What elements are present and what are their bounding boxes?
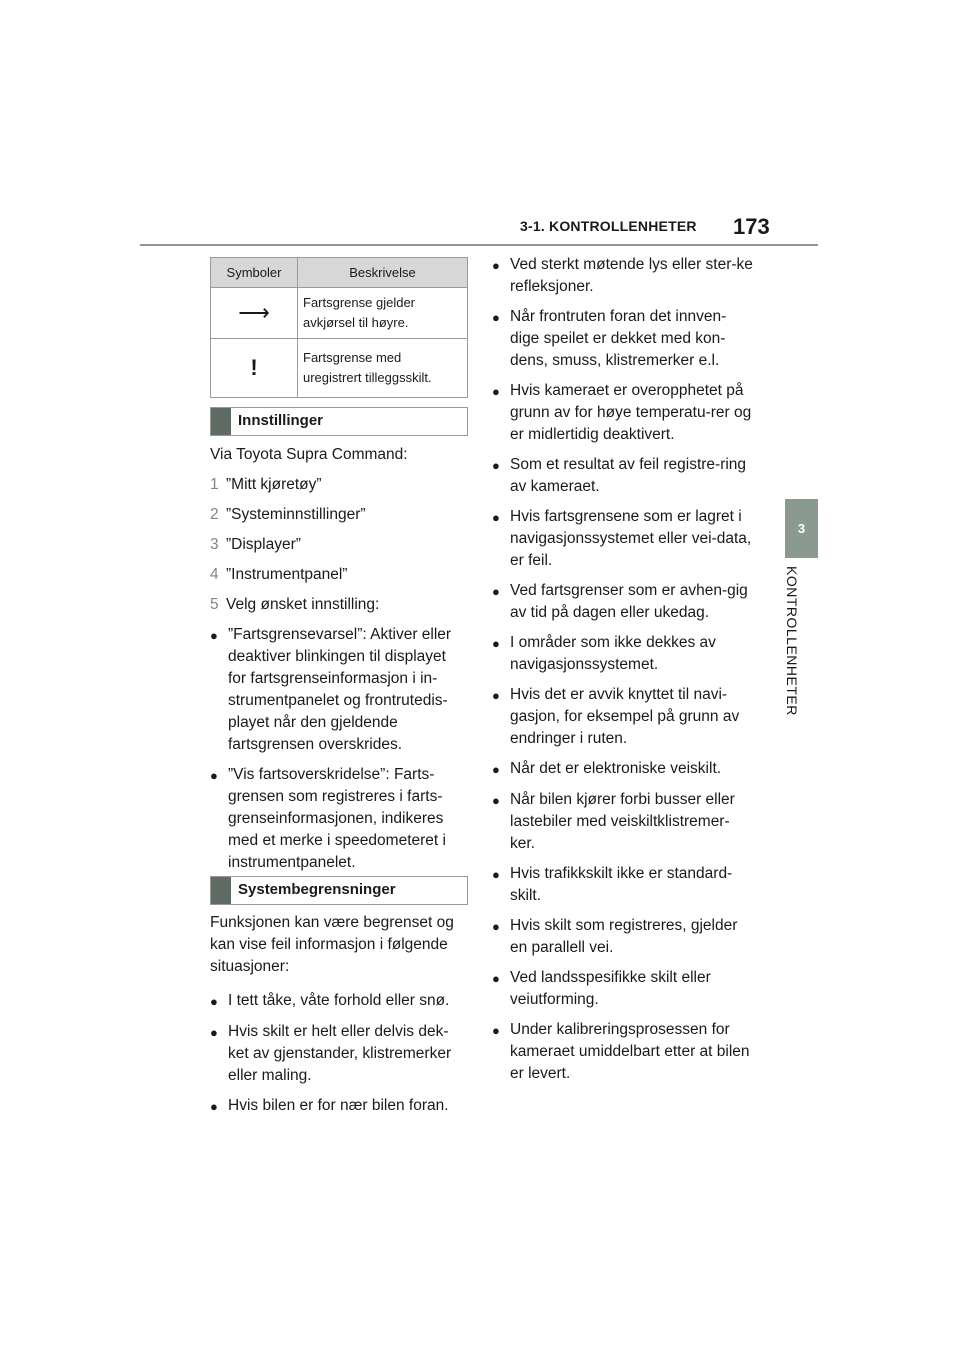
bullet-icon: ●: [492, 636, 500, 651]
limitations-heading-box: [210, 876, 468, 905]
list-item-text: Når frontruten foran det innven-dige speilet er dekket med kon-dens, smuss, klistremerker e.l.: [510, 308, 727, 369]
bullet-icon: ●: [492, 971, 500, 986]
heading-bar: [211, 877, 231, 904]
list-item-text: Når det er elektroniske veiskilt.: [510, 760, 722, 777]
list-item-text: Ved fartsgrenser som er avhen-gig av tid på dagen eller ukedag.: [510, 582, 748, 621]
list-item: [210, 1021, 466, 1087]
list-item-text: Ved landsspesifikke skilt eller veiutforming.: [510, 969, 711, 1008]
bullet-icon: ●: [492, 919, 500, 934]
list-item-text: Hvis skilt som registreres, gjelder en parallell vei.: [510, 917, 738, 956]
table-row: [211, 339, 468, 398]
list-item: [210, 990, 466, 1013]
step-number: 4: [210, 566, 219, 583]
list-item: [492, 1019, 754, 1085]
step-text: ”Mitt kjøretøy”: [226, 476, 322, 493]
list-item-text: Hvis skilt er helt eller delvis dek-ket av gjenstander, klistremerker eller maling.: [228, 1023, 452, 1084]
table-header-symbols: Symboler: [211, 258, 298, 288]
bullet-icon: ●: [492, 762, 500, 777]
list-item-text: Hvis det er avvik knyttet til navi-gasjon, for eksempel på grunn av endringer i ruten.: [510, 686, 740, 747]
bullet-icon: ●: [210, 1099, 218, 1114]
list-item: [492, 580, 754, 624]
list-item: [492, 789, 754, 855]
bullet-icon: ●: [210, 994, 218, 1009]
list-item-text: ”Vis fartsoverskridelse”: Farts-grensen som registreres i farts-grenseinformasjonen, indikeres med et merke i speedometeret i instrumentpanelet.: [228, 766, 446, 871]
step-number: 1: [210, 476, 219, 493]
step-number: 2: [210, 506, 219, 523]
list-item-text: I tett tåke, våte forhold eller snø.: [228, 992, 450, 1009]
step-number: 3: [210, 536, 219, 553]
page-number: 173: [733, 214, 770, 239]
list-item: [492, 454, 754, 498]
arrow-right-icon: ⟶: [211, 288, 298, 339]
list-item: [492, 254, 754, 298]
list-item: [210, 764, 466, 874]
step-item: [210, 534, 466, 556]
bullet-icon: ●: [492, 458, 500, 473]
step-item: [210, 504, 466, 526]
symbol-table: [210, 257, 468, 398]
bullet-icon: ●: [210, 1025, 218, 1040]
section-title: 3-1. KONTROLLENHETER: [520, 218, 697, 234]
list-item-text: Ved sterkt møtende lys eller ster-ke refleksjoner.: [510, 256, 753, 295]
list-item-text: Som et resultat av feil registre-ring av kameraet.: [510, 456, 747, 495]
list-item-text: Når bilen kjører forbi busser eller lastebiler med veiskiltklistremer-ker.: [510, 791, 735, 852]
step-number: 5: [210, 596, 219, 613]
table-header-description: Beskrivelse: [298, 258, 468, 288]
table-cell-description: Fartsgrense gjelder avkjørsel til høyre.: [298, 288, 468, 339]
bullet-icon: ●: [492, 384, 500, 399]
limitations-intro: Funksjonen kan være begrenset og kan vise feil informasjon i følgende situasjoner:: [210, 914, 454, 975]
list-item: [210, 1095, 466, 1118]
bullet-icon: ●: [210, 628, 218, 643]
left-column-limitations: [210, 912, 466, 1126]
bullet-icon: ●: [492, 1023, 500, 1038]
bullet-icon: ●: [492, 584, 500, 599]
bullet-icon: ●: [492, 310, 500, 325]
list-item: [492, 306, 754, 372]
list-item-text: Hvis bilen er for nær bilen foran.: [228, 1097, 449, 1114]
step-item: [210, 564, 466, 586]
step-text: Velg ønsket innstilling:: [226, 596, 380, 613]
bullet-icon: ●: [492, 867, 500, 882]
list-item-text: Hvis kameraet er overopphetet på grunn av for høye temperatu-rer og er midlertidig deaktivert.: [510, 382, 752, 443]
list-item-text: Under kalibreringsprosessen for kameraet umiddelbart etter at bilen er levert.: [510, 1021, 750, 1082]
bullet-icon: ●: [492, 793, 500, 808]
step-item: [210, 474, 466, 496]
header-rule: [140, 244, 818, 246]
list-item-text: I områder som ikke dekkes av navigasjonssystemet.: [510, 634, 716, 673]
exclamation-icon: !: [211, 339, 298, 398]
step-text: ”Systeminnstillinger”: [226, 506, 366, 523]
right-column: [492, 254, 754, 1093]
step-text: ”Displayer”: [226, 536, 301, 553]
list-item-text: Hvis trafikkskilt ikke er standard-skilt.: [510, 865, 733, 904]
table-cell-description: Fartsgrense med uregistrert tilleggsskilt.: [298, 339, 468, 398]
list-item: [492, 380, 754, 446]
list-item: [492, 506, 754, 572]
step-text: ”Instrumentpanel”: [226, 566, 348, 583]
bullet-icon: ●: [492, 510, 500, 525]
bullet-icon: ●: [210, 768, 218, 783]
list-item: [210, 624, 466, 756]
bullet-icon: ●: [492, 688, 500, 703]
list-item: [492, 863, 754, 907]
left-column-settings: [210, 444, 466, 882]
chapter-label: KONTROLLENHETER: [784, 566, 800, 716]
settings-heading: Innstillinger: [238, 412, 324, 429]
list-item: [492, 915, 754, 959]
step-item: [210, 594, 466, 616]
list-item: [492, 758, 754, 781]
list-item-text: ”Fartsgrensevarsel”: Aktiver eller deaktiver blinkingen til displayet for fartsgrenseinformasjon i in-strumentpanelet og frontrutedis-playet når den gjeldende fartsgrensen overskrides.: [228, 626, 452, 753]
heading-bar: [211, 408, 231, 435]
list-item: [492, 967, 754, 1011]
list-item: [492, 632, 754, 676]
bullet-icon: ●: [492, 258, 500, 273]
list-item: [492, 684, 754, 750]
settings-intro: Via Toyota Supra Command:: [210, 446, 408, 463]
list-item-text: Hvis fartsgrensene som er lagret i navigasjonssystemet eller vei-data, er feil.: [510, 508, 752, 569]
limitations-heading: Systembegrensninger: [238, 881, 396, 898]
settings-heading-box: [210, 407, 468, 436]
chapter-tab: 3: [785, 499, 818, 558]
table-row: [211, 288, 468, 339]
